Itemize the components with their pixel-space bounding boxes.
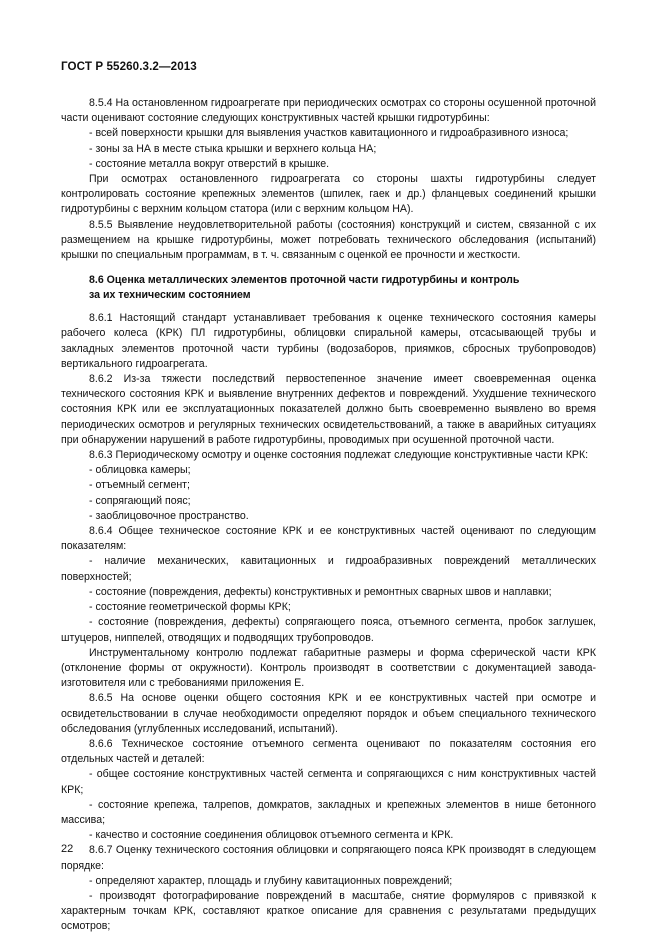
list-item: - сопрягающий пояс; xyxy=(89,494,191,507)
paragraph-8-6-4: 8.6.4 Общее техническое состояние КРК и ее конструктивных частей оценивают по следующим показателям: xyxy=(61,525,596,553)
list-item: - состояние геометрической формы КРК; xyxy=(89,601,291,614)
list-item: - зоны за НА в месте стыка крышки и верхнего кольца НА; xyxy=(89,142,377,155)
paragraph-8-6-6: 8.6.6 Техническое состояние отъемного сегмента оценивают по показателям состояния его отдельных частей и деталей: xyxy=(61,737,596,766)
paragraph-8-6-7: 8.6.7 Оценку технического состояния облицовки и сопрягающего пояса КРК производят в следующем порядке: xyxy=(61,844,596,872)
document-header: ГОСТ Р 55260.3.2—2013 xyxy=(61,60,197,73)
list-item: - определяют характер, площадь и глубину кавитационных повреждений; xyxy=(89,874,453,887)
list-item: - состояние крепежа, талрепов, домкратов, закладных и крепежных элементов в нише бетонного массива; xyxy=(61,798,596,826)
list-item: - качество и состояние соединения облицовок отъемного сегмента и КРК. xyxy=(89,829,454,842)
section-heading-line-2: за их техническим состоянием xyxy=(89,289,251,302)
paragraph: При осмотрах остановленного гидроагрегата со стороны шахты гидротурбины следует контролировать состояние крепежных элементов (шпилек, гаек и др.) фланцевых соединений крышки гидротурбины с верхним кольцом статора (или с верхним кольцом НА). xyxy=(61,173,596,216)
list-item: - состояние (повреждения, дефекты) конструктивных и ремонтных сварных швов и наплавки; xyxy=(89,585,552,598)
paragraph-8-6-3: 8.6.3 Периодическому осмотру и оценке состояния подлежат следующие конструктивные части КРК: xyxy=(89,449,589,462)
list-item: - наличие механических, кавитационных и гидроабразивных повреждений металлических поверхностей; xyxy=(61,555,596,583)
list-item: - производят фотографирование повреждений в масштабе, снятие формуляров с привязкой к характерным точкам КРК, составляют краткое описание для сравнения с результатами предыдущих осмотров; xyxy=(61,889,596,933)
document-body xyxy=(61,96,596,935)
list-item: - отъемный сегмент; xyxy=(89,479,190,492)
paragraph-8-6-1: 8.6.1 Настоящий стандарт устанавливает требования к оценке технического состояния камеры рабочего колеса (КРК) ПЛ гидротурбины, облицовки спиральной камеры, отсасывающей трубы и закладных элементов проточной части турбины (водозаборов, приямков, сбросных трубопроводов) вертикального гидроагрегата. xyxy=(61,312,596,370)
list-item: - заоблицовочное пространство. xyxy=(89,509,249,522)
list-item: - общее состояние конструктивных частей сегмента и сопрягающихся с ним конструктивных частей КРК; xyxy=(61,768,596,796)
list-item: - всей поверхности крышки для выявления участков кавитационного и гидроабразивного износа; xyxy=(89,127,569,140)
page-number: 22 xyxy=(61,843,74,855)
section-heading-line-1: 8.6 Оценка металлических элементов проточной части гидротурбины и контроль xyxy=(89,274,520,287)
paragraph-8-6-5: 8.6.5 На основе оценки общего состояния КРК и ее конструктивных частей при осмотре и освидетельствовании в случае необходимости определяют порядок и объем специального технического обследования (углубленных исследований, испытаний). xyxy=(61,692,596,735)
list-item: - состояние (повреждения, дефекты) сопрягающего пояса, отъемного сегмента, пробок заглушек, штуцеров, ниппелей, отводящих и подводящих трубопроводов. xyxy=(61,616,596,644)
section-heading-8-6 xyxy=(61,273,596,303)
paragraph-8-5-4: 8.5.4 На остановленном гидроагрегате при периодических осмотрах со стороны осушенной проточной части оценивают состояние следующих конструктивных частей крышки гидротурбины: xyxy=(61,97,596,125)
list-item: - облицовка камеры; xyxy=(89,464,191,477)
paragraph-8-5-5: 8.5.5 Выявление неудовлетворительной работы (состояния) конструкций и систем, связанной с их размещением на крышке гидротурбины, может потребовать технического обследования (испытаний) крышки по специальным программам, в т. ч. связанным с оценкой ее прочности и жесткости. xyxy=(61,218,596,262)
paragraph-8-6-2: 8.6.2 Из-за тяжести последствий первостепенное значение имеет своевременная оценка технического состояния КРК и выявление внутренних дефектов и повреждений. Ухудшение технического состояния КРК или ее эксплуатационных показателей должно быть своевременно выявлено во время периодических осмотров и регулярных технических освидетельствований, а также в аварийных ситуациях при обнаружении нарушений в работе гидротурбины, проводимых при осушенной проточной части. xyxy=(61,373,596,446)
paragraph: Инструментальному контролю подлежат габаритные размеры и форма сферической части КРК (отклонение формы от окружности). Контроль производят в соответствии с документацией завода-изготовителя или с требованиями приложения Е. xyxy=(61,646,596,690)
list-item: - состояние металла вокруг отверстий в крышке. xyxy=(89,157,330,170)
